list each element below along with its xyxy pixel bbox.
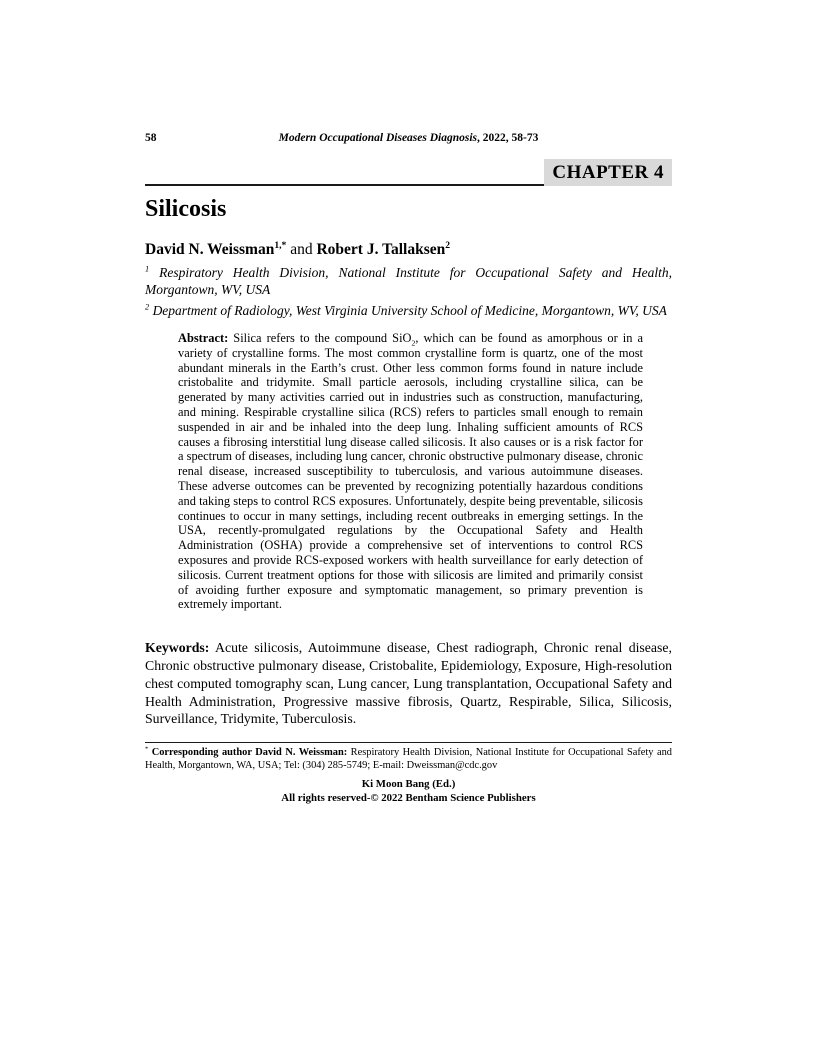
chapter-title: Silicosis bbox=[145, 196, 227, 222]
abstract-label: Abstract: bbox=[178, 331, 229, 345]
page-number: 58 bbox=[145, 132, 157, 144]
affiliation-2-superscript: 2 bbox=[145, 302, 150, 312]
page-content bbox=[145, 132, 672, 805]
abstract-text-before-formula: Silica refers to the compound SiO bbox=[228, 331, 412, 345]
affiliation-2 bbox=[145, 302, 672, 319]
abstract-text-after-formula: , which can be found as amorphous or in a variety of crystalline forms. The most common crystalline form is quartz, one of the most abundant minerals in the Earth’s crust. Other less common forms found in nature include cristobalite and tridymite. Small particle aerosols, including crystalline silica, can be generated by many activities carried out in industries such as construction, manufacturing, and mining. Respirable crystalline silica (RCS) refers to particles small enough to remain suspended in air and be inhaled into the deep lung. Inhaling sufficient amounts of RCS causes a fibrosing interstitial lung disease called silicosis. It also causes or is a risk factor for a spectrum of diseases, including lung cancer, chronic obstructive pulmonary disease, chronic renal disease, increased susceptibility to tuberculosis, and various autoimmune diseases. These adverse outcomes can be prevented by recognizing potentially hazardous conditions and taking steps to control RCS exposures. Unfortunately, despite being preventable, silicosis continues to occur in many settings, including recent outbreaks in emerging settings. In the USA, recently-promulgated regulations by the Occupational Safety and Health Administration (OSHA) provide a comprehensive set of interventions to control RCS exposures and provide RCS-exposed workers with health surveillance for early detection of silicosis. Current treatment options for those with silicosis are limited and primarily consist of avoiding further exposure and symptomatic management, so primary prevention is extremely important. bbox=[178, 331, 643, 612]
corresponding-author-footnote bbox=[145, 746, 672, 772]
author-name-2: Robert J. Tallaksen bbox=[316, 241, 446, 258]
affiliation-1-superscript: 1 bbox=[145, 264, 150, 274]
chapter-badge: CHAPTER 4 bbox=[544, 159, 672, 186]
chapter-header-rule bbox=[145, 159, 672, 186]
authors-line bbox=[145, 240, 672, 260]
keywords-paragraph bbox=[145, 639, 672, 728]
affiliation-1-text: Respiratory Health Division, National Institute for Occupational Safety and Health, Morgantown, WV, USA bbox=[145, 265, 672, 297]
running-header bbox=[145, 132, 672, 147]
affiliation-1 bbox=[145, 264, 672, 298]
rights-line: All rights reserved-© 2022 Bentham Science Publishers bbox=[281, 791, 536, 804]
abstract-paragraph bbox=[178, 331, 643, 612]
running-title bbox=[145, 132, 672, 144]
author-name-1: David N. Weissman bbox=[145, 241, 275, 258]
affiliation-2-text: Department of Radiology, West Virginia University School of Medicine, Morgantown, WV, USA bbox=[149, 303, 667, 318]
footnote-text: Respiratory Health Division, National Institute for Occupational Safety and Health, Morgantown, WA, USA; Tel: (304) 285-5749; E-mail: Dweissman@cdc.gov bbox=[145, 747, 672, 772]
formula-subscript: 2 bbox=[411, 338, 416, 348]
authors-connector: and bbox=[286, 241, 317, 258]
keywords-text: Acute silicosis, Autoimmune disease, Chest radiograph, Chronic renal disease, Chronic obstructive pulmonary disease, Cristobalite, Epidemiology, Exposure, High-resolution chest computed tomography scan, Lung cancer, Lung transplantation, Occupational Safety and Health Administration, Progressive massive fibrosis, Quartz, Respirable, Silica, Silicosis, Surveillance, Tridymite, Tuberculosis. bbox=[145, 640, 672, 727]
author-2-superscript: 2 bbox=[445, 239, 451, 251]
keywords-label: Keywords: bbox=[145, 640, 210, 656]
author-1-superscript: 1,* bbox=[274, 239, 287, 251]
footnote-bold-label: Corresponding author David N. Weissman: bbox=[148, 747, 348, 759]
running-title-book: Modern Occupational Diseases Diagnosis bbox=[278, 132, 478, 144]
footnote-asterisk: * bbox=[145, 745, 149, 753]
editor-line: Ki Moon Bang (Ed.) bbox=[361, 778, 456, 791]
footnote-divider bbox=[145, 742, 672, 743]
publisher-credits bbox=[145, 778, 672, 805]
running-title-pages: , 2022, 58-73 bbox=[477, 132, 539, 144]
